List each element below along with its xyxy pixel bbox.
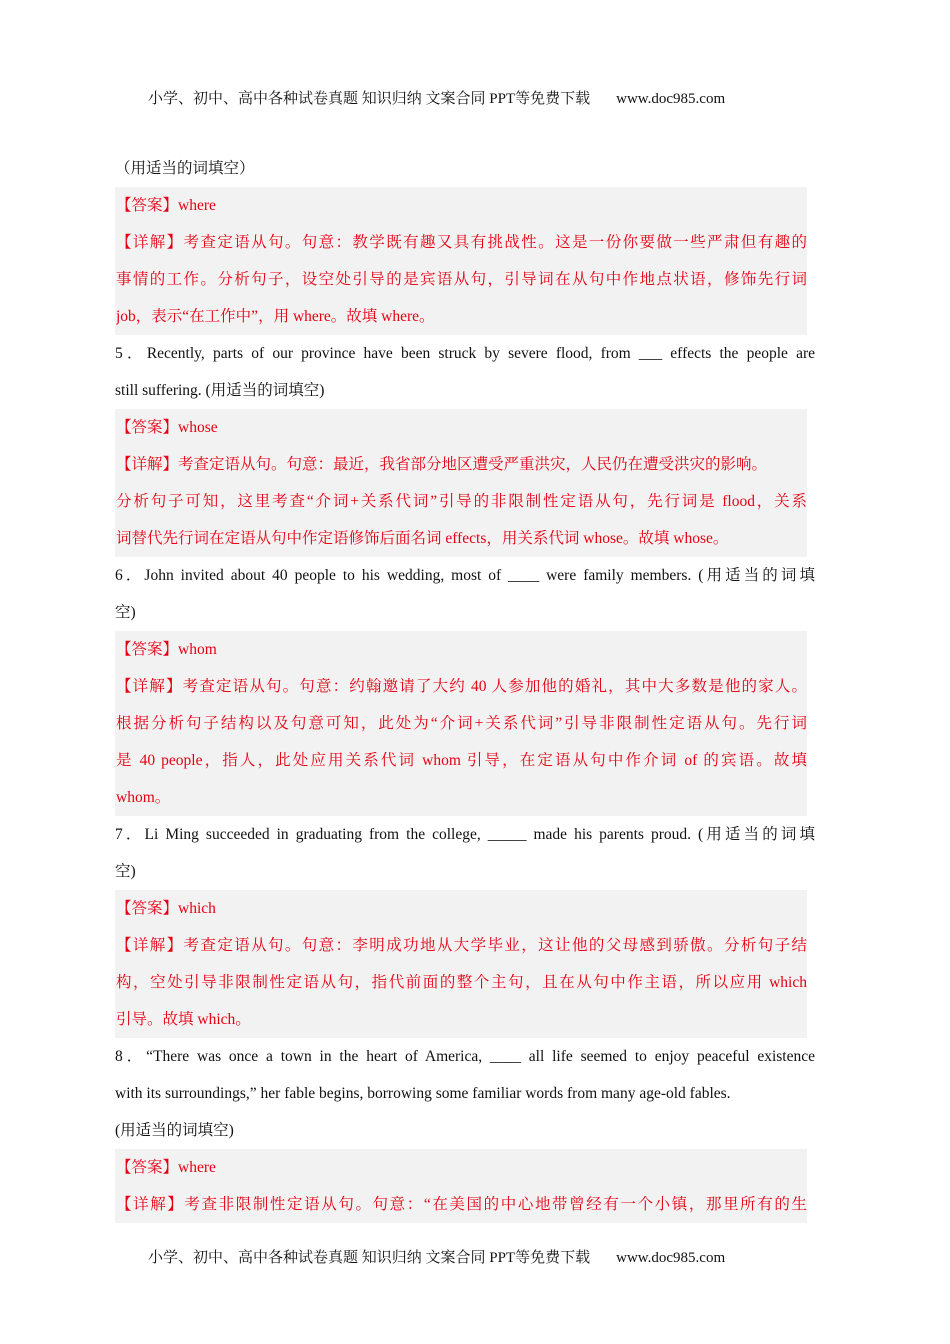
- detail-line: 是 40 people，指人，此处应用关系代词 whom 引导，在定语从句中作介词 of 的宾语。故填: [116, 752, 807, 769]
- detail-line: 根据分析句子结构以及句意可知，此处为“介词+关系代词”引导非限制性定语从句。先行词: [116, 715, 807, 732]
- question-line: (用适当的词填空): [115, 1122, 234, 1139]
- question-line: 7．Li Ming succeeded in graduating from the college, _____ made his parents proud. (用适当的词填: [115, 826, 815, 843]
- answer-line: 【答案】whose: [116, 419, 218, 436]
- page-header: [148, 87, 808, 108]
- question-line: 空): [115, 604, 136, 621]
- page-footer: [148, 1246, 808, 1267]
- detail-line: 【详解】考查定语从句。句意：最近，我省部分地区遭受严重洪灾，人民仍在遭受洪灾的影响。: [116, 456, 768, 473]
- answer-block: [115, 1149, 807, 1223]
- detail-line: 【详解】考查定语从句。句意：约翰邀请了大约 40 人参加他的婚礼，其中大多数是他的家人。: [116, 678, 807, 695]
- question-line: with its surroundings,” her fable begins, borrowing some familiar words from many age-old fables.: [115, 1085, 731, 1102]
- question-line: 5．Recently, parts of our province have been struck by severe flood, from ___ effects the people are: [115, 345, 815, 362]
- detail-line: 【详解】考查定语从句。句意：李明成功地从大学毕业，这让他的父母感到骄傲。分析句子结: [116, 937, 807, 954]
- detail-line: 词替代先行词在定语从句中作定语修饰后面名词 effects，用关系代词 whose。故填 whose。: [116, 530, 729, 547]
- footer-text: 小学、初中、高中各种试卷真题 知识归纳 文案合同 PPT等免费下载: [148, 1250, 591, 1266]
- question-line: still suffering. (用适当的词填空): [115, 382, 325, 399]
- answer-line: 【答案】whom: [116, 641, 217, 658]
- answer-line: 【答案】where: [116, 197, 216, 214]
- detail-line: 引导。故填 which。: [116, 1011, 251, 1028]
- question-line: 6．John invited about 40 people to his wedding, most of ____ were family members. (用适当的词填: [115, 567, 815, 584]
- detail-line: 构，空处引导非限制性定语从句，指代前面的整个主句，且在从句中作主语，所以应用 which: [116, 974, 807, 991]
- footer-url: www.doc985.com: [616, 1250, 726, 1266]
- detail-line: whom。: [116, 789, 171, 806]
- document-body: [115, 150, 815, 1223]
- header-url: www.doc985.com: [616, 91, 726, 107]
- answer-block: [115, 409, 807, 557]
- intro-line: （用适当的词填空）: [115, 160, 255, 177]
- answer-block: [115, 631, 807, 816]
- detail-line: 事情的工作。分析句子，设空处引导的是宾语从句，引导词在从句中作地点状语，修饰先行词: [116, 271, 807, 288]
- header-text: 小学、初中、高中各种试卷真题 知识归纳 文案合同 PPT等免费下载: [148, 91, 591, 107]
- answer-line: 【答案】where: [116, 1159, 216, 1176]
- detail-line: 分析句子可知，这里考查“介词+关系代词”引导的非限制性定语从句，先行词是 flood，关系: [116, 493, 807, 510]
- answer-block: [115, 187, 807, 335]
- detail-line: 【详解】考查定语从句。句意：教学既有趣又具有挑战性。这是一份你要做一些严肃但有趣的: [116, 234, 807, 251]
- question-line: 空): [115, 863, 136, 880]
- detail-line: 【详解】考查非限制性定语从句。句意：“在美国的中心地带曾经有一个小镇，那里所有的生: [116, 1196, 807, 1213]
- question-line: 8．“There was once a town in the heart of America, ____ all life seemed to enjoy peaceful existence: [115, 1048, 815, 1065]
- answer-block: [115, 890, 807, 1038]
- answer-line: 【答案】which: [116, 900, 216, 917]
- detail-line: job，表示“在工作中”，用 where。故填 where。: [116, 308, 435, 325]
